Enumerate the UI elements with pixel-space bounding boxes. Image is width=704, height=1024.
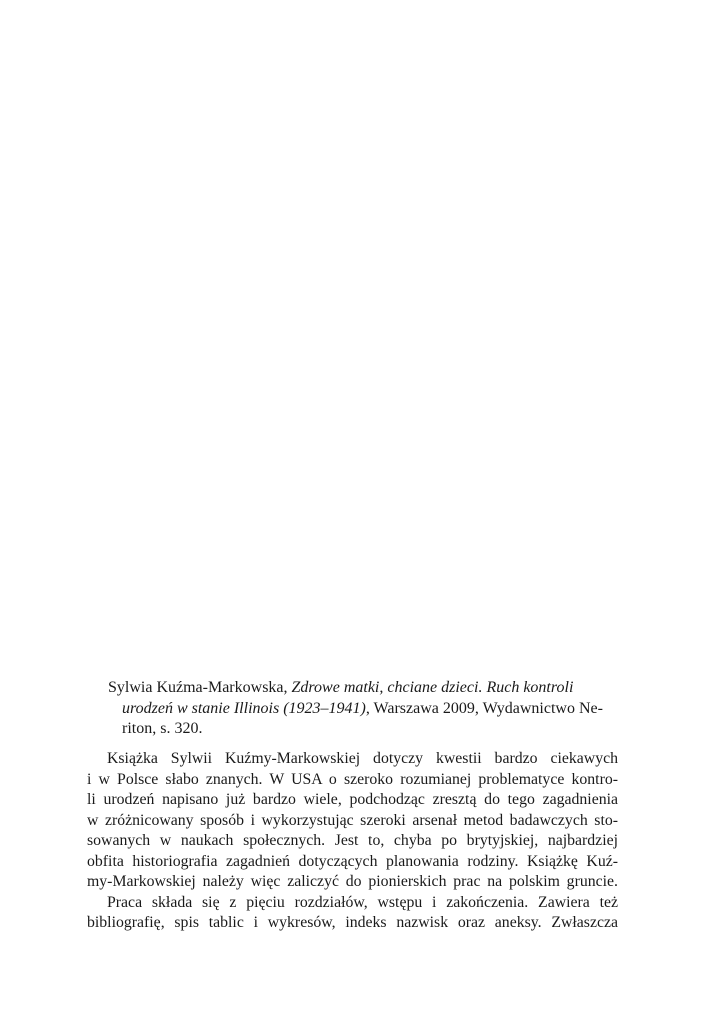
citation-line-3 bbox=[108, 719, 618, 740]
book-citation bbox=[108, 678, 618, 740]
body-line: Książka Sylwii Kuźmy-Markowskiej dotyczy kwestii bardzo ciekawych bbox=[107, 750, 618, 767]
body-line: li urodzeń napisano już bardzo wiele, podchodząc zresztą do tego zagadnienia bbox=[87, 791, 618, 808]
body-line: bibliografię, spis tablic i wykresów, indeks nazwisk oraz aneksy. Zwłaszcza bbox=[87, 914, 618, 931]
body-line: obfita historiografia zagadnień dotyczących planowania rodziny. Książkę Kuź- bbox=[87, 852, 618, 870]
citation-line-2 bbox=[108, 699, 618, 720]
citation-author: Sylwia Kuźma-Markowska, bbox=[108, 679, 288, 696]
body-line: i w Polsce słabo znanych. W USA o szeroko rozumianej problematyce kontro- bbox=[87, 770, 618, 788]
citation-publication-end: riton, s. 320. bbox=[122, 720, 203, 737]
body-line: w zróżnicowany sposób i wykorzystując szeroki arsenał metod badawczych sto- bbox=[87, 811, 618, 829]
body-line: my-Markowskiej należy więc zaliczyć do pionierskich prac na polskim gruncie. bbox=[87, 873, 618, 890]
review-body bbox=[87, 749, 618, 934]
citation-title-part-2: urodzeń w stanie Illinois (1923–1941) bbox=[122, 699, 366, 717]
body-line: sowanych w naukach społecznych. Jest to, chyba po brytyjskiej, najbardziej bbox=[87, 832, 618, 849]
citation-title-part-1: Zdrowe matki, chciane dzieci. Ruch kontroli bbox=[291, 679, 574, 696]
body-line: Praca składa się z pięciu rozdziałów, wstępu i zakończenia. Zawiera też bbox=[107, 893, 618, 911]
citation-publication: , Warszawa 2009, Wydawnictwo Ne- bbox=[365, 699, 603, 717]
citation-line-1 bbox=[108, 678, 618, 699]
